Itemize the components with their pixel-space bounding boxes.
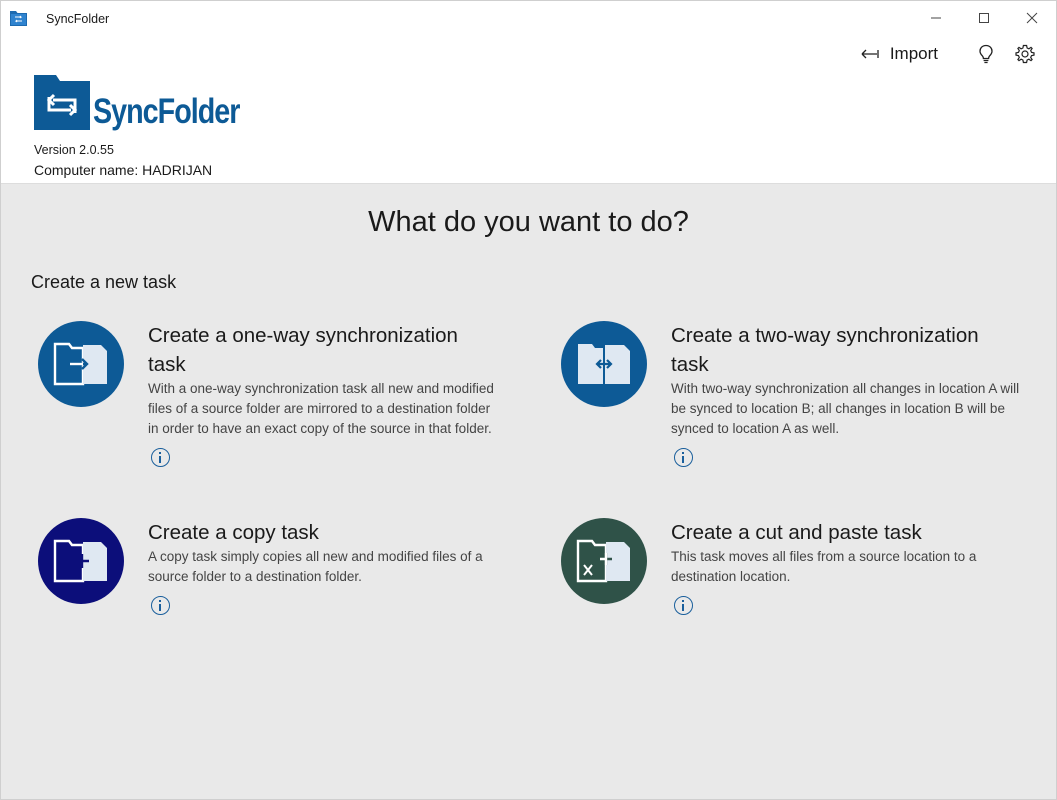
task-description: With two-way synchronization all changes in location A will be synced to location B; all changes in location B will be synced to location A as well. — [671, 381, 1020, 436]
window-title: SyncFolder — [46, 12, 110, 26]
info-icon[interactable] — [674, 448, 693, 467]
gear-icon — [1015, 44, 1035, 64]
task-card-body — [148, 321, 508, 467]
task-card-body — [671, 518, 1031, 615]
task-title: Create a two-way synchronization task — [671, 324, 979, 376]
tips-button[interactable] — [975, 42, 997, 66]
task-description: This task moves all files from a source location to a destination location. — [671, 549, 977, 584]
maximize-icon — [978, 12, 990, 24]
one-way-sync-icon[interactable] — [38, 321, 124, 407]
close-button[interactable] — [1009, 1, 1055, 35]
header-toolbar — [861, 41, 1036, 67]
import-button[interactable] — [861, 44, 938, 64]
task-title: Create a copy task — [148, 521, 319, 544]
task-title: Create a one-way synchronization task — [148, 324, 458, 376]
info-icon[interactable] — [151, 448, 170, 467]
import-label: Import — [889, 44, 938, 63]
section-title: Create a new task — [31, 272, 177, 292]
task-card-body — [148, 518, 508, 615]
minimize-button[interactable] — [913, 1, 959, 35]
task-description: A copy task simply copies all new and modified files of a source folder to a destination folder. — [148, 549, 483, 584]
page-title: What do you want to do? — [368, 206, 689, 238]
computer-name-label: Computer name: HADRIJAN — [34, 162, 213, 178]
logo-folder-icon — [34, 75, 90, 131]
task-card-body — [671, 321, 1031, 467]
version-label: Version 2.0.55 — [34, 143, 114, 157]
title-bar — [1, 1, 1056, 37]
minimize-icon — [930, 12, 942, 24]
settings-button[interactable] — [1014, 42, 1036, 66]
task-title: Create a cut and paste task — [671, 521, 922, 544]
logo-text: SyncFolder — [93, 92, 240, 131]
info-icon[interactable] — [151, 596, 170, 615]
maximize-button[interactable] — [961, 1, 1007, 35]
app-icon — [10, 11, 27, 26]
syncfolder-logo — [34, 75, 240, 135]
task-description: With a one-way synchronization task all new and modified files of a source folder are mirrored to a destination folder in order to have an exact copy of the source in that folder. — [148, 381, 494, 436]
two-way-sync-icon[interactable] — [561, 321, 647, 407]
import-arrow-icon — [861, 48, 881, 60]
lightbulb-icon — [978, 44, 994, 64]
copy-icon[interactable] — [38, 518, 124, 604]
info-icon[interactable] — [674, 596, 693, 615]
close-icon — [1026, 12, 1038, 24]
main-panel — [1, 183, 1056, 800]
cut-paste-icon[interactable] — [561, 518, 647, 604]
